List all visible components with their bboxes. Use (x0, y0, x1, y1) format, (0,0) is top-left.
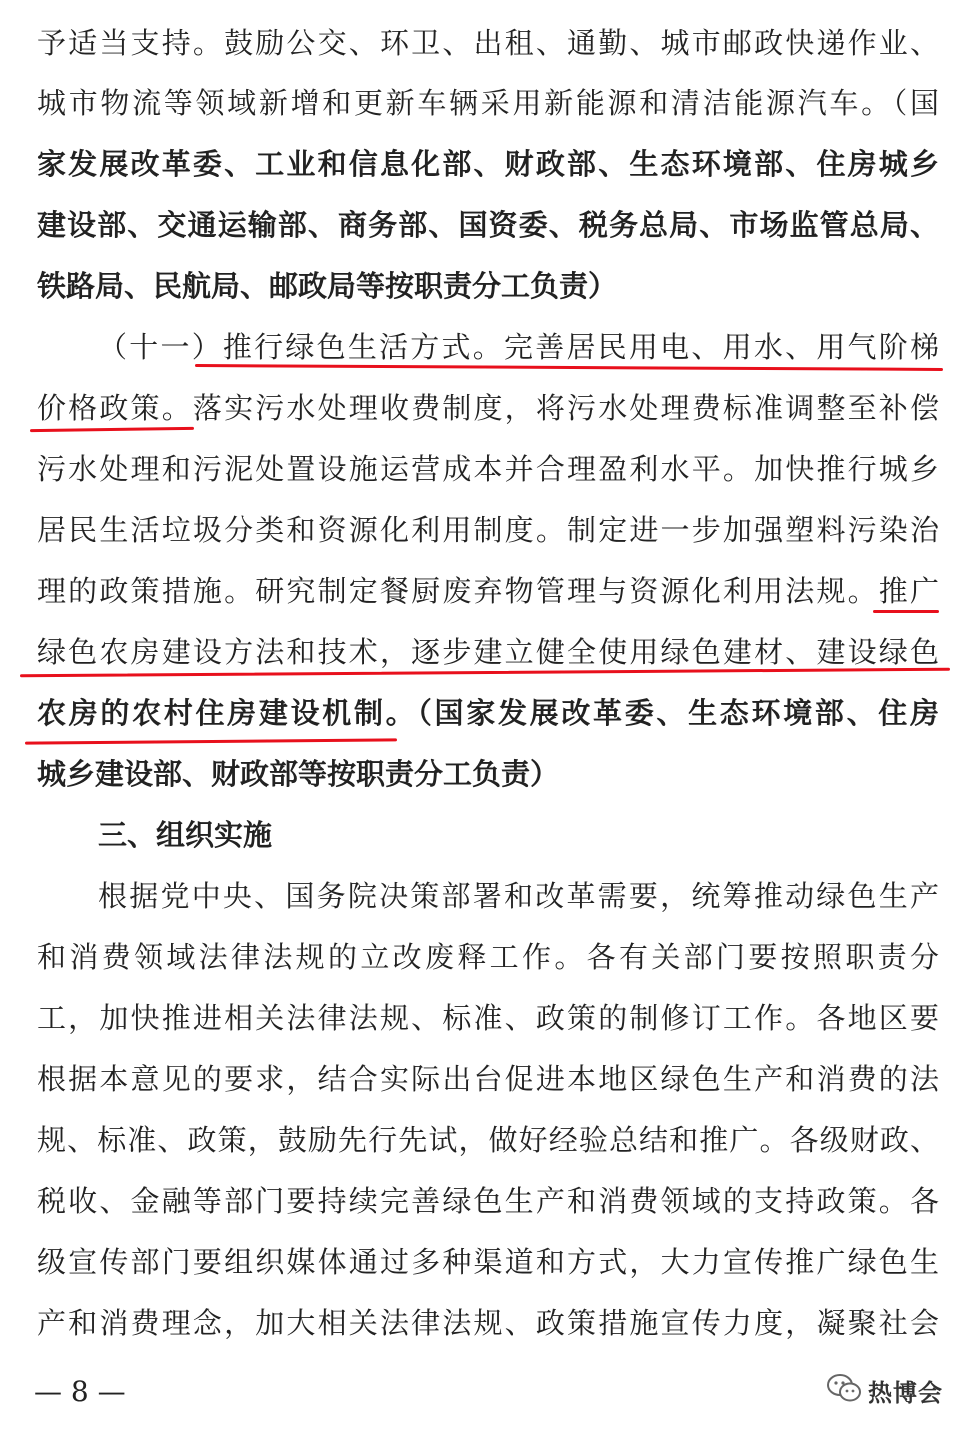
paragraph-line: 建设部、交通运输部、商务部、国资委、税务总局、市场监管总局、 (37, 208, 939, 242)
paragraph-line: 铁路局、民航局、邮政局等按职责分工负责） (37, 269, 618, 303)
wechat-icon (826, 1373, 862, 1407)
paragraph-line: 价格政策。落实污水处理收费制度，将污水处理费标准调整至补偿 (37, 391, 939, 425)
paragraph-line: 家发展改革委、工业和信息化部、财政部、生态环境部、住房城乡 (37, 147, 939, 181)
paragraph-line: 城乡建设部、财政部等按职责分工负责） (37, 757, 560, 791)
highlight-underline (873, 610, 939, 613)
paragraph-line: 居民生活垃圾分类和资源化利用制度。制定进一步加强塑料污染治 (37, 513, 939, 547)
paragraph-line: 农房的农村住房建设机制。（国家发展改革委、生态环境部、住房 (37, 696, 939, 730)
section-eleven-title-line: （十一）推行绿色生活方式。完善居民用电、用水、用气阶梯 (98, 330, 939, 364)
paragraph-line: 城市物流等领域新增和更新车辆采用新能源和清洁能源汽车。（国 (37, 86, 939, 120)
paragraph-line: 予适当支持。鼓励公交、环卫、出租、通勤、城市邮政快递作业、 (37, 26, 939, 60)
paragraph-line: 污水处理和污泥处置设施运营成本并合理盈利水平。加快推行城乡 (37, 452, 939, 486)
watermark (826, 1372, 943, 1408)
watermark-text: 热博会 (868, 1378, 943, 1407)
paragraph-line: 级宣传部门要组织媒体通过多种渠道和方式，大力宣传推广绿色生 (37, 1245, 939, 1279)
paragraph-line: 规、标准、政策，鼓励先行先试，做好经验总结和推广。各级财政、 (37, 1123, 939, 1157)
paragraph-line: 绿色农房建设方法和技术，逐步建立健全使用绿色建材、建设绿色 (37, 635, 939, 669)
paragraph-line: 工，加快推进相关法律法规、标准、政策的制修订工作。各地区要 (37, 1001, 939, 1035)
paragraph-line: 根据党中央、国务院决策部署和改革需要，统筹推动绿色生产 (98, 879, 939, 913)
paragraph-line: 根据本意见的要求，结合实际出台促进本地区绿色生产和消费的法 (37, 1062, 939, 1096)
paragraph-line: 税收、金融等部门要持续完善绿色生产和消费领域的支持政策。各 (37, 1184, 939, 1218)
paragraph-line: 产和消费理念，加大相关法律法规、政策措施宣传力度，凝聚社会 (37, 1306, 939, 1340)
paragraph-line: 理的政策措施。研究制定餐厨废弃物管理与资源化利用法规。推广 (37, 574, 939, 608)
highlight-underline (25, 738, 397, 744)
section-heading: 三、组织实施 (98, 818, 273, 852)
paragraph-line: 和消费领域法律法规的立改废释工作。各有关部门要按照职责分 (37, 940, 939, 974)
page-number: — 8 — (34, 1375, 126, 1408)
